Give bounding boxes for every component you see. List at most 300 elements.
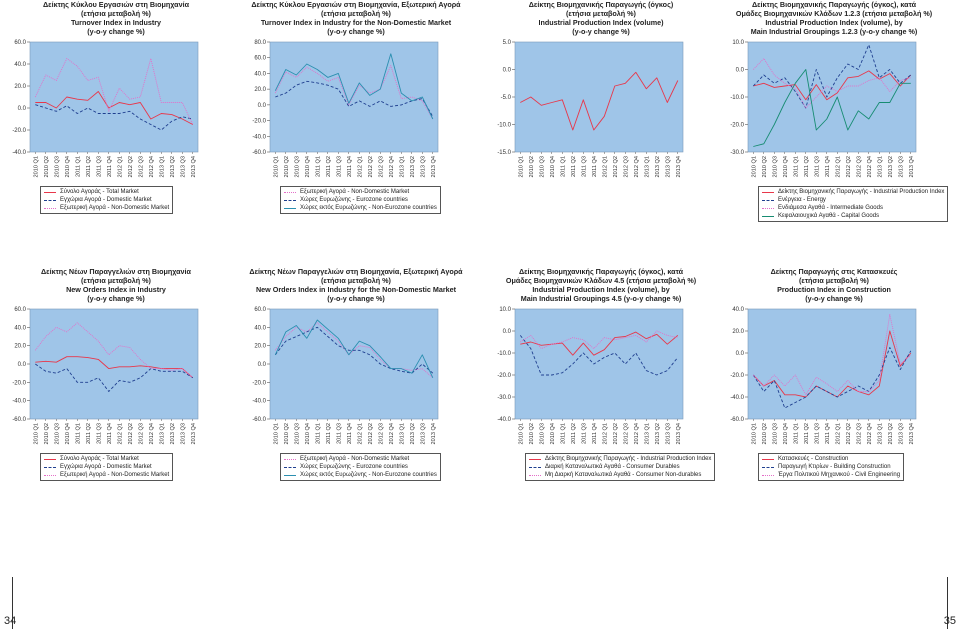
legend-label: Μη Διαρκή Καταναλωτικά Αγαθά - Consumer Non-durables xyxy=(545,472,702,478)
plot-area xyxy=(515,309,683,419)
legend-item xyxy=(529,463,711,471)
legend-item xyxy=(762,188,944,196)
x-tick-label: 2013 Q2 xyxy=(654,156,661,178)
x-tick-label: 2013 Q3 xyxy=(665,423,672,445)
legend-swatch xyxy=(284,208,296,209)
chart-legend xyxy=(280,186,441,214)
y-tick-label: 20.0 xyxy=(14,84,26,90)
x-tick-label: 2012 Q3 xyxy=(138,156,145,178)
x-tick-label: 2011 Q2 xyxy=(325,423,332,445)
x-tick-label: 2013 Q1 xyxy=(159,423,166,445)
x-tick-label: 2010 Q3 xyxy=(772,423,779,445)
page-number-right: 35 xyxy=(943,615,956,627)
x-tick-label: 2012 Q1 xyxy=(835,156,842,178)
y-tick-label: 10.0 xyxy=(732,40,744,46)
x-tick-label: 2011 Q2 xyxy=(85,423,92,445)
chart-panel-5 xyxy=(0,267,232,527)
plot-area xyxy=(748,42,916,152)
legend-swatch xyxy=(529,467,541,468)
x-tick-label: 2012 Q1 xyxy=(602,423,609,445)
chart-panel-3 xyxy=(485,0,717,260)
chart-title-line: (ετήσια μεταβολή %) xyxy=(81,276,151,285)
chart-title-line: Production Index in Construction xyxy=(777,285,891,294)
chart-title-line: Turnover Index in Industry for the Non-Domestic Market xyxy=(260,18,452,27)
x-tick-label: 2012 Q4 xyxy=(388,156,395,178)
y-tick-label: 40.0 xyxy=(254,325,266,332)
x-tick-label: 2013 Q3 xyxy=(898,156,905,178)
chart-title-line: (ετήσια μεταβολή %) xyxy=(81,9,151,18)
y-tick-label: -20.0 xyxy=(252,118,266,125)
x-tick-label: 2011 Q3 xyxy=(336,156,343,178)
x-tick-label: 2011 Q2 xyxy=(85,156,92,178)
legend-label: Ενδιάμεσα Αγαθά - Intermediate Goods xyxy=(778,205,883,211)
chart-legend xyxy=(40,186,173,214)
y-tick-label: -10.0 xyxy=(730,95,744,101)
x-tick-label: 2012 Q3 xyxy=(378,423,385,445)
x-tick-label: 2013 Q1 xyxy=(399,423,406,445)
legend-swatch xyxy=(44,459,56,460)
x-tick-label: 2011 Q3 xyxy=(581,156,588,178)
x-tick-label: 2012 Q1 xyxy=(117,156,124,178)
legend-item xyxy=(762,455,900,463)
legend-item xyxy=(284,455,437,463)
legend-swatch xyxy=(762,216,774,217)
chart-svg xyxy=(240,0,472,200)
y-tick-label: -15.0 xyxy=(497,150,511,156)
x-tick-label: 2010 Q4 xyxy=(304,156,311,178)
chart-title-line: New Orders Index in Industry for the Non-Domestic Market xyxy=(255,285,457,294)
x-tick-label: 2013 Q4 xyxy=(190,423,197,445)
x-tick-label: 2011 Q1 xyxy=(560,156,567,178)
legend-swatch xyxy=(762,208,774,209)
legend-swatch xyxy=(44,467,56,468)
y-tick-label: -10.0 xyxy=(497,351,511,357)
y-tick-label: 40.0 xyxy=(14,62,26,68)
chart-title-line: (y-o-y change %) xyxy=(87,27,145,36)
plot-area xyxy=(270,309,438,419)
y-tick-label: 10.0 xyxy=(499,307,511,313)
legend-item xyxy=(44,196,169,204)
legend-swatch xyxy=(44,192,56,193)
y-tick-label: -20.0 xyxy=(12,380,26,387)
legend-label: Χώρες Ευρωζώνης - Eurozone countries xyxy=(300,197,408,203)
y-tick-label: -60.0 xyxy=(730,417,744,423)
chart-panel-2 xyxy=(240,0,472,260)
x-tick-label: 2013 Q1 xyxy=(644,156,651,178)
legend-item xyxy=(762,212,944,220)
x-tick-label: 2013 Q2 xyxy=(409,156,416,178)
x-tick-label: 2010 Q3 xyxy=(539,156,546,178)
x-tick-label: 2013 Q2 xyxy=(409,423,416,445)
x-tick-label: 2011 Q1 xyxy=(75,156,82,178)
y-tick-label: 60.0 xyxy=(14,40,26,46)
legend-item xyxy=(529,471,711,479)
x-tick-label: 2013 Q4 xyxy=(430,156,437,178)
y-tick-label: 80.0 xyxy=(254,40,266,46)
chart-title-line: Industrial Production Index (volume) xyxy=(538,18,664,27)
x-tick-label: 2011 Q4 xyxy=(106,423,113,445)
y-tick-label: -60.0 xyxy=(252,150,266,156)
legend-label: Σύνολο Αγοράς - Total Market xyxy=(60,456,139,462)
y-tick-label: 60.0 xyxy=(254,307,266,313)
x-tick-label: 2012 Q3 xyxy=(856,423,863,445)
y-tick-label: -5.0 xyxy=(500,95,511,101)
x-tick-label: 2013 Q4 xyxy=(190,156,197,178)
chart-svg xyxy=(0,0,232,200)
legend-swatch xyxy=(44,208,56,209)
x-tick-label: 2010 Q1 xyxy=(518,423,525,445)
x-tick-label: 2010 Q3 xyxy=(539,423,546,445)
chart-panel-6 xyxy=(240,267,472,527)
legend-label: Εξωτερική Αγορά - Non-Domestic Market xyxy=(60,205,170,211)
x-tick-label: 2012 Q3 xyxy=(378,156,385,178)
x-tick-label: 2010 Q1 xyxy=(33,423,40,445)
chart-title-line: (y-o-y change %) xyxy=(327,27,385,36)
legend-swatch xyxy=(762,200,774,201)
chart-title-line: Δείκτης Νέων Παραγγελιών στη Βιομηχανία xyxy=(41,267,191,276)
x-tick-label: 2010 Q2 xyxy=(283,423,290,445)
y-tick-label: 0.0 xyxy=(17,106,26,112)
legend-item xyxy=(284,204,437,212)
chart-title-line: Main Industrial Groupings 4.5 (y-o-y change %) xyxy=(520,294,682,303)
x-tick-label: 2012 Q2 xyxy=(845,423,852,445)
x-tick-label: 2010 Q1 xyxy=(33,156,40,178)
x-tick-label: 2012 Q1 xyxy=(602,156,609,178)
x-tick-label: 2010 Q4 xyxy=(549,156,556,178)
chart-svg xyxy=(240,267,472,467)
x-tick-label: 2012 Q2 xyxy=(845,156,852,178)
legend-swatch xyxy=(762,467,774,468)
chart-title-line: (ετήσια μεταβολή %) xyxy=(566,9,636,18)
x-tick-label: 2012 Q3 xyxy=(138,423,145,445)
chart-title-line: Δείκτης Κύκλου Εργασιών στη Βιομηχανία xyxy=(43,0,189,9)
legend-label: Ενέργεια - Energy xyxy=(778,197,826,203)
x-tick-label: 2010 Q4 xyxy=(549,423,556,445)
y-tick-label: 40.0 xyxy=(14,325,26,332)
x-tick-label: 2013 Q4 xyxy=(430,423,437,445)
y-tick-label: 20.0 xyxy=(254,87,266,94)
y-tick-label: 5.0 xyxy=(502,40,511,46)
y-tick-label: -10.0 xyxy=(497,122,511,129)
legend-label: Δείκτης Βιομηχανικής Παραγωγής - Industrial Production Index xyxy=(778,189,945,195)
legend-item xyxy=(762,196,944,204)
x-tick-label: 2012 Q3 xyxy=(856,156,863,178)
y-tick-label: -20.0 xyxy=(252,380,266,387)
chart-title-line: (ετήσια μεταβολή %) xyxy=(799,276,869,285)
x-tick-label: 2011 Q2 xyxy=(803,156,810,178)
x-tick-label: 2012 Q2 xyxy=(612,156,619,178)
chart-legend xyxy=(525,453,715,481)
x-tick-label: 2011 Q4 xyxy=(106,156,113,178)
legend-label: Εξωτερική Αγορά - Non-Domestic Market xyxy=(300,456,410,462)
legend-swatch xyxy=(44,200,56,201)
legend-item xyxy=(529,455,711,463)
x-tick-label: 2010 Q2 xyxy=(761,156,768,178)
chart-title-line: Δείκτης Κύκλου Εργασιών στη Βιομηχανία, Εξωτερική Αγορά xyxy=(251,0,461,9)
chart-title-line: Δείκτης Βιομηχανικής Παραγωγής (όγκος), κατά xyxy=(751,0,917,9)
x-tick-label: 2012 Q4 xyxy=(633,156,640,178)
x-tick-label: 2010 Q2 xyxy=(528,423,535,445)
y-tick-label: -20.0 xyxy=(730,122,744,129)
y-tick-label: 0.0 xyxy=(17,362,26,368)
y-tick-label: -40.0 xyxy=(12,150,26,156)
x-tick-label: 2013 Q4 xyxy=(675,423,682,445)
legend-swatch xyxy=(284,475,296,476)
x-tick-label: 2010 Q1 xyxy=(751,423,758,445)
chart-svg xyxy=(718,267,950,467)
x-tick-label: 2011 Q4 xyxy=(591,423,598,445)
x-tick-label: 2012 Q4 xyxy=(633,423,640,445)
y-tick-label: -40.0 xyxy=(730,395,744,401)
y-tick-label: -40.0 xyxy=(252,134,266,141)
legend-swatch xyxy=(44,475,56,476)
legend-item xyxy=(284,463,437,471)
x-tick-label: 2013 Q3 xyxy=(665,156,672,178)
plot-area xyxy=(515,42,683,152)
x-tick-label: 2010 Q3 xyxy=(772,156,779,178)
y-tick-label: 0.0 xyxy=(257,102,266,109)
x-tick-label: 2010 Q3 xyxy=(294,423,301,445)
plot-area xyxy=(30,42,198,152)
legend-swatch xyxy=(762,459,774,460)
x-tick-label: 2011 Q4 xyxy=(346,423,353,445)
chart-legend xyxy=(758,453,904,481)
x-tick-label: 2011 Q4 xyxy=(824,156,831,178)
x-tick-label: 2012 Q1 xyxy=(357,423,364,445)
x-tick-label: 2013 Q1 xyxy=(877,156,884,178)
y-tick-label: -20.0 xyxy=(12,128,26,134)
x-tick-label: 2013 Q3 xyxy=(420,423,427,445)
chart-svg xyxy=(485,0,717,200)
x-tick-label: 2012 Q2 xyxy=(367,423,374,445)
legend-swatch xyxy=(762,475,774,476)
x-tick-label: 2011 Q3 xyxy=(96,423,103,445)
x-tick-label: 2012 Q2 xyxy=(612,423,619,445)
x-tick-label: 2010 Q3 xyxy=(54,423,61,445)
chart-legend xyxy=(40,453,173,481)
x-tick-label: 2012 Q1 xyxy=(357,156,364,178)
x-tick-label: 2010 Q2 xyxy=(43,423,50,445)
x-tick-label: 2013 Q1 xyxy=(399,156,406,178)
x-tick-label: 2011 Q2 xyxy=(570,156,577,178)
chart-title-line: (y-o-y change %) xyxy=(805,294,863,303)
x-tick-label: 2010 Q2 xyxy=(283,156,290,178)
legend-item xyxy=(284,471,437,479)
chart-title-line: New Orders Index in Industry xyxy=(66,285,166,294)
legend-item xyxy=(44,463,169,471)
x-tick-label: 2010 Q4 xyxy=(64,423,71,445)
legend-swatch xyxy=(529,459,541,460)
x-tick-label: 2012 Q4 xyxy=(148,423,155,445)
x-tick-label: 2013 Q2 xyxy=(654,423,661,445)
y-tick-label: 20.0 xyxy=(732,329,744,335)
y-tick-label: -20.0 xyxy=(730,373,744,379)
y-tick-label: 0.0 xyxy=(735,351,744,357)
chart-panel-7 xyxy=(485,267,717,527)
x-tick-label: 2010 Q4 xyxy=(782,156,789,178)
chart-title-line: (ετήσια μεταβολή %) xyxy=(321,9,391,18)
x-tick-label: 2011 Q1 xyxy=(793,423,800,445)
y-tick-label: 0.0 xyxy=(502,329,511,335)
legend-item xyxy=(284,188,437,196)
x-tick-label: 2010 Q2 xyxy=(528,156,535,178)
legend-label: Εγχώρια Αγορά - Domestic Market xyxy=(60,464,152,470)
legend-swatch xyxy=(284,467,296,468)
chart-title-line: (ετήσια μεταβολή %) xyxy=(321,276,391,285)
y-tick-label: 20.0 xyxy=(14,343,26,350)
chart-title-line: Ομάδες Βιομηχανικών Κλάδων 4.5 (ετήσια μεταβολή %) xyxy=(505,276,697,285)
y-tick-label: 0.0 xyxy=(257,362,266,368)
legend-label: Εγχώρια Αγορά - Domestic Market xyxy=(60,197,152,203)
chart-title-line: Industrial Production Index (volume), by xyxy=(765,18,903,27)
x-tick-label: 2012 Q4 xyxy=(148,156,155,178)
y-tick-label: -60.0 xyxy=(252,417,266,423)
x-tick-label: 2013 Q4 xyxy=(675,156,682,178)
chart-title-line: Industrial Production Index (volume), by xyxy=(532,285,670,294)
y-tick-label: -40.0 xyxy=(12,398,26,405)
chart-svg xyxy=(485,267,717,467)
legend-swatch xyxy=(284,200,296,201)
y-tick-label: 40.0 xyxy=(254,71,266,78)
x-tick-label: 2013 Q3 xyxy=(898,423,905,445)
y-tick-label: 40.0 xyxy=(732,307,744,313)
chart-svg xyxy=(718,0,950,200)
x-tick-label: 2011 Q3 xyxy=(96,156,103,178)
y-tick-label: -30.0 xyxy=(730,150,744,156)
x-tick-label: 2011 Q3 xyxy=(336,423,343,445)
x-tick-label: 2010 Q2 xyxy=(761,423,768,445)
x-tick-label: 2010 Q3 xyxy=(294,156,301,178)
x-tick-label: 2011 Q2 xyxy=(570,423,577,445)
x-tick-label: 2013 Q2 xyxy=(169,156,176,178)
chart-panel-4 xyxy=(718,0,950,260)
page-number-left: 34 xyxy=(4,615,17,627)
legend-swatch xyxy=(284,192,296,193)
legend-label: Έργα Πολιτικού Μηχανικού - Civil Engineering xyxy=(778,472,901,478)
x-tick-label: 2011 Q2 xyxy=(803,423,810,445)
legend-swatch xyxy=(284,459,296,460)
legend-label: Χώρες εκτός Ευρωζώνης - Non-Eurozone countries xyxy=(300,472,437,478)
legend-label: Εξωτερική Αγορά - Non-Domestic Market xyxy=(300,189,410,195)
x-tick-label: 2012 Q1 xyxy=(835,423,842,445)
legend-item xyxy=(284,196,437,204)
x-tick-label: 2012 Q2 xyxy=(127,423,134,445)
legend-label: Κατασκευές - Construction xyxy=(778,456,849,462)
legend-label: Χώρες εκτός Ευρωζώνης - Non-Eurozone countries xyxy=(300,205,437,211)
legend-item xyxy=(44,188,169,196)
y-tick-label: 0.0 xyxy=(735,67,744,74)
x-tick-label: 2013 Q2 xyxy=(169,423,176,445)
y-tick-label: -40.0 xyxy=(252,398,266,405)
chart-panel-1 xyxy=(0,0,232,260)
chart-title-line: (y-o-y change %) xyxy=(87,294,145,303)
x-tick-label: 2011 Q1 xyxy=(75,423,82,445)
x-tick-label: 2013 Q3 xyxy=(420,156,427,178)
x-tick-label: 2010 Q4 xyxy=(64,156,71,178)
legend-label: Σύνολο Αγοράς - Total Market xyxy=(60,189,139,195)
x-tick-label: 2010 Q2 xyxy=(43,156,50,178)
chart-title-line: Δείκτης Παραγωγής στις Κατασκευές xyxy=(770,267,898,276)
x-tick-label: 2011 Q3 xyxy=(814,423,821,445)
y-tick-label: 20.0 xyxy=(254,343,266,350)
x-tick-label: 2010 Q4 xyxy=(782,423,789,445)
chart-panel-8 xyxy=(718,267,950,527)
legend-item xyxy=(762,471,900,479)
y-tick-label: -20.0 xyxy=(497,373,511,379)
x-tick-label: 2013 Q4 xyxy=(908,156,915,178)
y-tick-label: -30.0 xyxy=(497,395,511,401)
x-tick-label: 2012 Q3 xyxy=(623,156,630,178)
legend-label: Εξωτερική Αγορά - Non-Domestic Market xyxy=(60,472,170,478)
legend-label: Δείκτης Βιομηχανικής Παραγωγής - Industrial Production Index xyxy=(545,456,712,462)
y-tick-label: 0.0 xyxy=(502,67,511,74)
plot-area xyxy=(30,309,198,419)
chart-legend xyxy=(280,453,441,481)
x-tick-label: 2011 Q4 xyxy=(824,423,831,445)
chart-title-line: Δείκτης Βιομηχανικής Παραγωγής (όγκος), κατά xyxy=(518,267,684,276)
x-tick-label: 2013 Q4 xyxy=(908,423,915,445)
y-tick-label: 60.0 xyxy=(14,307,26,313)
legend-item xyxy=(44,455,169,463)
chart-title-line: (y-o-y change %) xyxy=(572,27,630,36)
chart-title-line: (y-o-y change %) xyxy=(327,294,385,303)
chart-title-line: Δείκτης Βιομηχανικής Παραγωγής (όγκος) xyxy=(528,0,674,9)
x-tick-label: 2012 Q4 xyxy=(388,423,395,445)
x-tick-label: 2012 Q2 xyxy=(127,156,134,178)
x-tick-label: 2010 Q1 xyxy=(273,423,280,445)
legend-item xyxy=(762,204,944,212)
x-tick-label: 2010 Q3 xyxy=(54,156,61,178)
x-tick-label: 2010 Q1 xyxy=(273,156,280,178)
legend-item xyxy=(44,471,169,479)
legend-item xyxy=(762,463,900,471)
x-tick-label: 2011 Q2 xyxy=(325,156,332,178)
legend-label: Χώρες Ευρωζώνης - Eurozone countries xyxy=(300,464,408,470)
x-tick-label: 2011 Q3 xyxy=(814,156,821,178)
y-tick-label: -60.0 xyxy=(12,417,26,423)
y-tick-label: 60.0 xyxy=(254,55,266,62)
chart-legend xyxy=(758,186,948,222)
x-tick-label: 2011 Q1 xyxy=(560,423,567,445)
x-tick-label: 2012 Q4 xyxy=(866,156,873,178)
x-tick-label: 2013 Q1 xyxy=(159,156,166,178)
x-tick-label: 2013 Q2 xyxy=(887,156,894,178)
x-tick-label: 2011 Q1 xyxy=(315,156,322,178)
chart-title-line: Ομάδες Βιομηχανικών Κλάδων 1.2.3 (ετήσια μεταβολή %) xyxy=(735,9,933,18)
plot-area xyxy=(748,309,916,419)
x-tick-label: 2012 Q4 xyxy=(866,423,873,445)
x-tick-label: 2010 Q4 xyxy=(304,423,311,445)
legend-label: Κεφαλαιουχικά Αγαθά - Capital Goods xyxy=(778,213,880,219)
legend-swatch xyxy=(762,192,774,193)
legend-item xyxy=(44,204,169,212)
x-tick-label: 2013 Q3 xyxy=(180,423,187,445)
chart-title-line: Δείκτης Νέων Παραγγελιών στη Βιομηχανία, Εξωτερική Αγορά xyxy=(249,267,463,276)
y-tick-label: -40.0 xyxy=(497,417,511,423)
x-tick-label: 2011 Q1 xyxy=(315,423,322,445)
x-tick-label: 2012 Q1 xyxy=(117,423,124,445)
x-tick-label: 2012 Q3 xyxy=(623,423,630,445)
x-tick-label: 2013 Q3 xyxy=(180,156,187,178)
chart-title-line: Turnover Index in Industry xyxy=(70,18,162,27)
x-tick-label: 2013 Q2 xyxy=(887,423,894,445)
x-tick-label: 2010 Q1 xyxy=(518,156,525,178)
x-tick-label: 2013 Q1 xyxy=(644,423,651,445)
x-tick-label: 2011 Q3 xyxy=(581,423,588,445)
x-tick-label: 2010 Q1 xyxy=(751,156,758,178)
legend-swatch xyxy=(529,475,541,476)
chart-title-line: Main Industrial Groupings 1.2.3 (y-o-y change %) xyxy=(750,27,918,36)
